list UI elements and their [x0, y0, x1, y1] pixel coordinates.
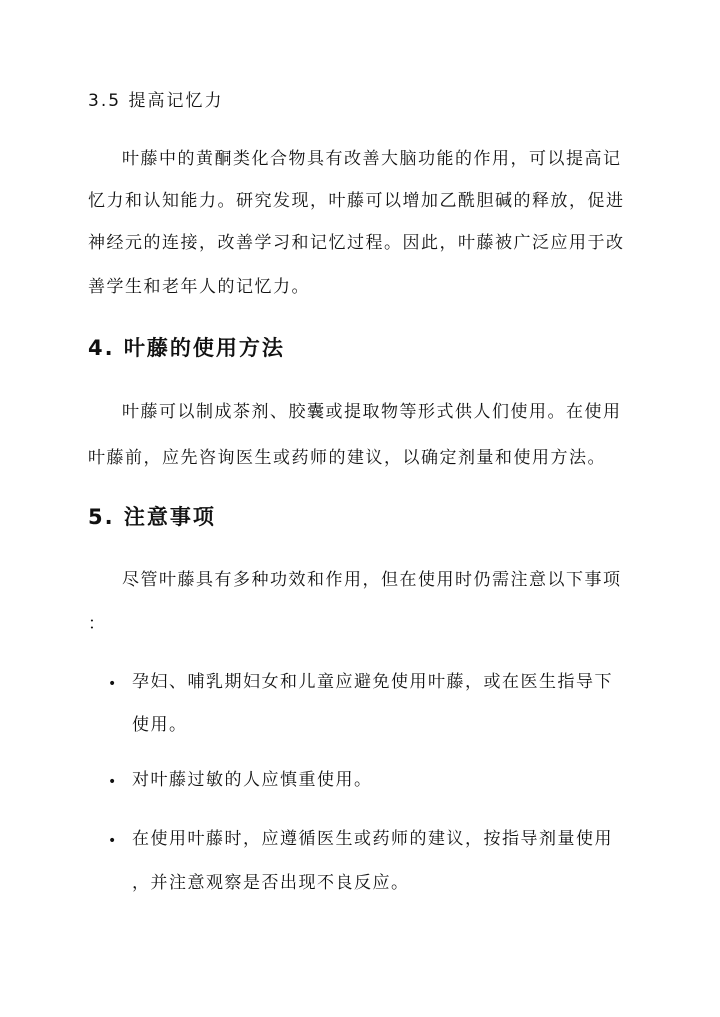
bullet-marker: • [108, 833, 117, 849]
section-5-intro-line: ： [88, 614, 107, 634]
section-3-5-paragraph-line: 善学生和老年人的记忆力。 [88, 277, 310, 297]
bullet-marker: • [108, 774, 117, 790]
list-item-line: ，并注意观察是否出现不良反应。 [132, 873, 410, 893]
list-item-line: 孕妇、哺乳期妇女和儿童应避免使用叶藤，或在医生指导下 [132, 672, 613, 692]
section-3-5-paragraph-line: 叶藤中的黄酮类化合物具有改善大脑功能的作用，可以提高记 [122, 149, 622, 169]
bullet-marker: • [108, 676, 117, 692]
list-item-line: 在使用叶藤时，应遵循医生或药师的建议，按指导剂量使用 [132, 829, 613, 849]
list-item-line: 使用。 [132, 715, 188, 735]
section-3-5-paragraph-line: 神经元的连接，改善学习和记忆过程。因此，叶藤被广泛应用于改 [88, 233, 625, 253]
section-4-paragraph-line: 叶藤可以制成茶剂、胶囊或提取物等形式供人们使用。在使用 [122, 402, 622, 422]
section-5-heading: 5. 注意事项 [88, 505, 216, 529]
section-3-5-heading: 3.5 提高记忆力 [88, 91, 224, 111]
section-5-intro-line: 尽管叶藤具有多种功效和作用，但在使用时仍需注意以下事项 [122, 570, 622, 590]
list-item-line: 对叶藤过敏的人应慎重使用。 [132, 770, 373, 790]
section-3-5-paragraph-line: 忆力和认知能力。研究发现，叶藤可以增加乙酰胆碱的释放，促进 [88, 191, 625, 211]
section-4-heading: 4. 叶藤的使用方法 [88, 336, 285, 360]
section-4-paragraph-line: 叶藤前，应先咨询医生或药师的建议，以确定剂量和使用方法。 [88, 448, 606, 468]
